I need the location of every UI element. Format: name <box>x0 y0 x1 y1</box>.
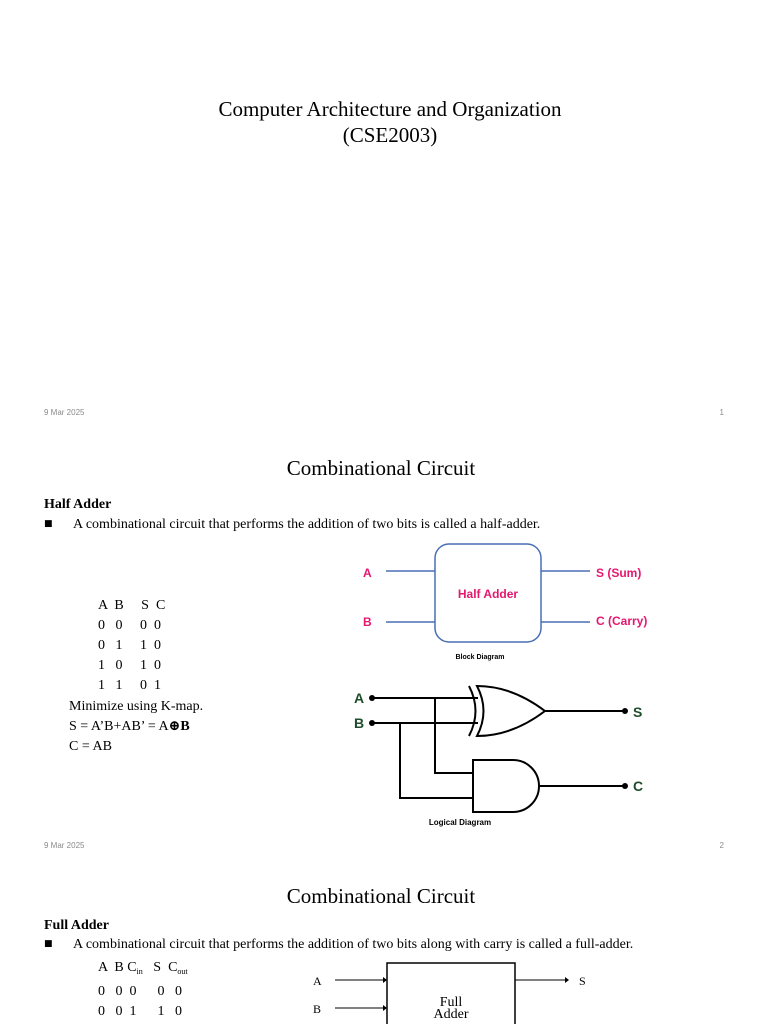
logic-input-a: A <box>354 690 365 706</box>
sum-equation <box>69 717 190 737</box>
wire-a-to-and <box>435 698 478 773</box>
slide1-footer-date: 9 Mar 2025 <box>44 408 85 417</box>
truth-table-row: 1 0 1 0 <box>98 658 161 673</box>
truth-table-header <box>98 958 188 982</box>
truth-table-row: 1 1 0 1 <box>98 678 161 693</box>
node-a <box>369 695 375 701</box>
truth-table-row: A B S C <box>98 598 166 613</box>
xor-gate <box>477 686 545 736</box>
header-b: B <box>114 960 124 975</box>
fa-output-s: S <box>579 974 586 988</box>
xor-gate-extra-arc <box>469 686 476 736</box>
half-adder-logic-diagram <box>350 680 660 830</box>
block-input-b: B <box>363 615 372 629</box>
bullet-square-icon: ■ <box>44 519 53 529</box>
sum-eq-prefix: S = A’B+AB’ = A <box>69 719 169 734</box>
and-gate <box>473 760 539 812</box>
header-a: A <box>98 960 108 975</box>
half-adder-block-diagram <box>350 536 670 666</box>
fa-label-line1: Full <box>439 995 463 1010</box>
slide2-heading: Half Adder <box>44 497 112 512</box>
full-adder-block-diagram <box>305 955 605 1024</box>
block-input-a: A <box>363 566 372 580</box>
truth-table-row: 0 0 0 0 <box>98 618 161 633</box>
header-cout: $C_{out}$ <box>168 960 188 976</box>
node-s <box>622 708 628 714</box>
fa-label-line2: Adder <box>433 1007 469 1022</box>
slide1-title-line1: Computer Architecture and Organization <box>218 97 562 121</box>
kmap-text: Minimize using K-map. <box>69 699 204 714</box>
truth-table-row: 0 0 1 1 0 <box>98 1004 182 1019</box>
slide2-title: Combinational Circuit <box>286 456 476 480</box>
full-adder-truth-table <box>98 958 188 1022</box>
slide3-heading: Full Adder <box>44 918 109 933</box>
node-c <box>622 783 628 789</box>
sum-eq-b: B <box>180 719 190 734</box>
truth-table-row: 0 0 0 0 0 <box>98 984 182 999</box>
block-box-label: Half Adder <box>457 587 519 601</box>
truth-table-row: 0 1 1 0 <box>98 638 161 653</box>
bullet-square-icon: ■ <box>44 939 53 949</box>
slide2-page-number: 2 <box>719 841 724 850</box>
slide1-title <box>0 96 768 148</box>
logic-output-c: C <box>633 778 644 794</box>
slide3-title: Combinational Circuit <box>286 884 476 908</box>
block-output-s: S (Sum) <box>596 566 642 580</box>
node-b <box>369 720 375 726</box>
carry-equation: C = AB <box>69 739 112 754</box>
header-s: S <box>153 960 162 975</box>
fa-input-a: A <box>313 974 322 988</box>
block-diagram-caption: Block Diagram <box>455 654 505 661</box>
slide2-footer-date: 9 Mar 2025 <box>44 841 85 850</box>
slide1-page-number: 1 <box>719 408 724 417</box>
slide1-title-line2: (CSE2003) <box>342 123 438 147</box>
block-output-c: C (Carry) <box>596 614 648 628</box>
logic-input-b: B <box>354 715 365 731</box>
logic-diagram-caption: Logical Diagram <box>428 818 492 827</box>
header-cin: $C_{in}$ <box>127 960 143 976</box>
slide3-bullet-text: A combinational circuit that performs the addition of two bits along with carry is called a full-adder. <box>73 937 634 952</box>
wire-b-to-and <box>400 723 478 798</box>
logic-output-s: S <box>633 704 643 720</box>
fa-input-b: B <box>313 1002 322 1016</box>
slide2-bullet-text: A combinational circuit that performs the addition of two bits is called a half-adder. <box>73 517 541 532</box>
xor-symbol: ⊕ <box>168 719 181 734</box>
fa-output-s-arrow <box>565 977 569 983</box>
half-adder-truth-table <box>98 596 165 696</box>
